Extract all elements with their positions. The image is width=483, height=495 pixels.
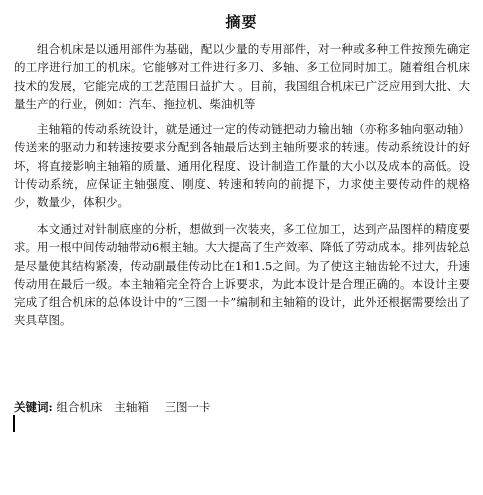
text-cursor[interactable] bbox=[13, 415, 15, 432]
paragraph-2 bbox=[14, 120, 470, 211]
keywords-line bbox=[14, 399, 223, 415]
paragraph-text: 主轴箱的传动系统设计，就是通过一定的传动链把动力输出轴（亦称多轴向驱动轴）传送来的驱动力和转速按要求分配到各轴最后达到主轴所要求的转速。传动系统设计的好坏，将直接影响主轴箱的质量、通用化程度、设计制造工作量的大小以及成本的高低。设计传动系统，应保证主轴强度、刚度、转速和转向的前提下，力求使主要传动件的规格少，数量少，体积少。 bbox=[14, 122, 470, 210]
keyword-item: 组合机床 bbox=[56, 400, 103, 414]
abstract-title: 摘要 bbox=[225, 13, 258, 31]
keyword-item: 主轴箱 bbox=[114, 400, 149, 414]
paragraph-3 bbox=[14, 220, 470, 330]
paragraph-1 bbox=[14, 40, 470, 113]
paragraph-text: 组合机床是以通用部件为基础，配以少量的专用部件，对一种或多种工件按预先确定的工序进行加工的机床。它能够对工件进行多刀、多轴、多工位同时加工。随着组合机床技术的发展，它能完成的工艺范围日益扩大 。目前，我国组合机床已广泛应用到大批、大量生产的行业，例如：汽车、拖拉机、柴油机等 bbox=[14, 42, 470, 111]
paragraph-text: 本文通过对针制底座的分析，想做到一次装夹，多工位加工，达到产品图样的精度要求。用一根中间传动轴带动6根主轴。大大提高了生产效率、降低了劳动成本。排列齿轮总是尽量使其结构紧凑，传动副最佳传动比在1和1.5之间。为了使这主轴齿轮不过大，升速传动用在最后一级。本主轴箱完全符合上诉要求，为此本设计是合理正确的。本设计主要完成了组合机床的总体设计中的“三图一卡”编制和主轴箱的设计，此外还根据需要绘出了夹具草图。 bbox=[14, 222, 470, 328]
keywords-label: 关键词: bbox=[14, 400, 53, 414]
keyword-item: 三图一卡 bbox=[164, 400, 211, 414]
